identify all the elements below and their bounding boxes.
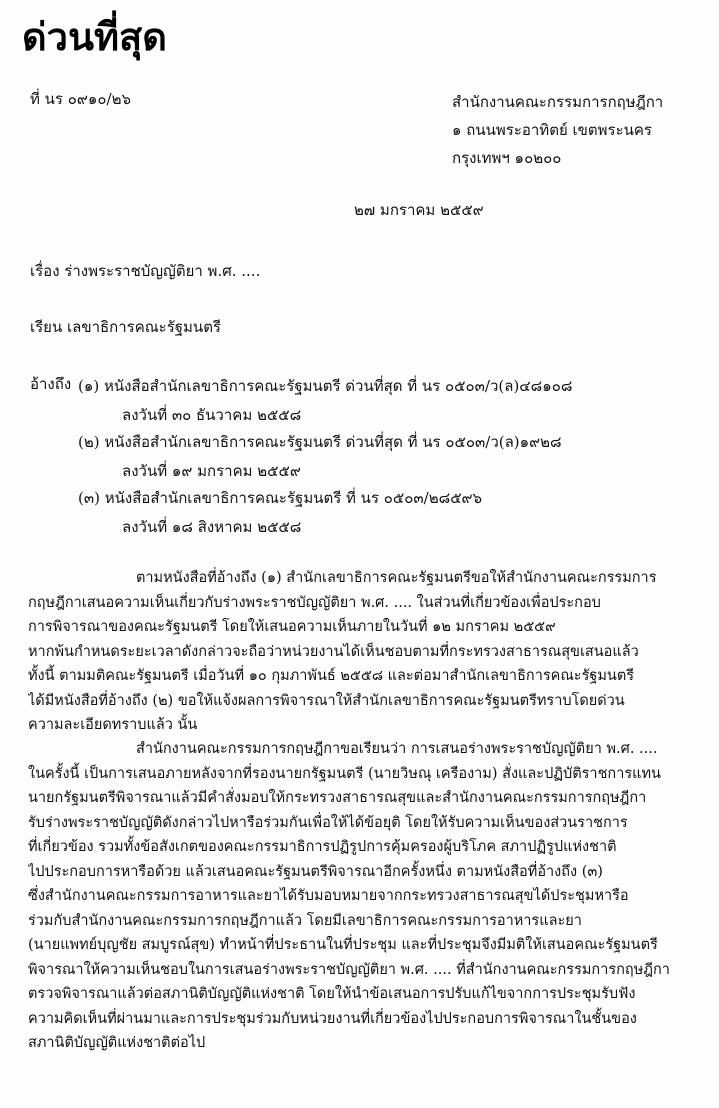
- reference-date: ลงวันที่ ๑๘ สิงหาคม ๒๕๕๘: [122, 518, 302, 536]
- urgency-heading: ด่วนที่สุด: [22, 15, 167, 59]
- document-number: ที่ นร ๐๙๑๐/๒๖: [30, 90, 132, 108]
- paragraph-line: การพิจารณาของคณะรัฐมนตรี โดยให้เสนอความเห็นภายในวันที่ ๑๒ มกราคม ๒๕๕๙: [28, 619, 556, 635]
- paragraph-line: ตรวจพิจารณาแล้วต่อสภานิติบัญญัติแห่งชาติ โดยให้นำข้อเสนอการปรับแก้ไขจากการประชุมรับฟัง: [28, 986, 636, 1002]
- reference-date: ลงวันที่ ๑๙ มกราคม ๒๕๕๙: [122, 462, 301, 480]
- paragraph-line: นายกรัฐมนตรีพิจารณาแล้วมีคำสั่งมอบให้กระทรวงสาธารณสุขและสำนักงานคณะกรรมการกฤษฎีกา: [28, 790, 647, 806]
- reference-item: [78, 484, 482, 542]
- sender-address: [452, 88, 712, 172]
- paragraph-line: พิจารณาให้ความเห็นชอบในการเสนอร่างพระราชบัญญัติยา พ.ศ. .... ที่สำนักงานคณะกรรมการกฤษฎีกา: [28, 961, 670, 978]
- paragraph-line: หากพ้นกำหนดระยะเวลาดังกล่าวจะถือว่าหน่วยงานได้เห็นชอบตามที่กระทรวงสาธารณสุขเสนอแล้ว: [28, 643, 639, 660]
- body-paragraph-1: [28, 566, 708, 738]
- reference-item: [78, 428, 562, 486]
- paragraph-line: ได้มีหนังสือที่อ้างถึง (๒) ขอให้แจ้งผลการพิจารณาให้สำนักเลขาธิการคณะรัฐมนตรีทราบโดยด่วน: [28, 692, 625, 709]
- paragraph-line: ตามหนังสือที่อ้างถึง (๑) สำนักเลขาธิการคณะรัฐมนตรีขอให้สำนักงานคณะกรรมการ: [136, 570, 657, 586]
- paragraph-line: สภานิติบัญญัติแห่งชาติต่อไป: [28, 1035, 206, 1051]
- paragraph-line: ร่วมกับสำนักงานคณะกรรมการกฤษฎีกาแล้ว โดยมีเลขาธิการคณะกรรมการอาหารและยา: [28, 912, 582, 929]
- reference-line: (๒) หนังสือสำนักเลขาธิการคณะรัฐมนตรี ด่วนที่สุด ที่ นร ๐๕๐๓/ว(ล)๑๙๒๘: [78, 433, 562, 451]
- paragraph-line: ทั้งนี้ ตามมติคณะรัฐมนตรี เมื่อวันที่ ๑๐ กุมภาพันธ์ ๒๕๕๘ และต่อมาสำนักเลขาธิการคณะรัฐมนตรี: [28, 668, 635, 684]
- address-line: สำนักงานคณะกรรมการกฤษฎีกา: [452, 93, 664, 111]
- references-label: อ้างถึง: [30, 375, 72, 393]
- address-line: ๑ ถนนพระอาทิตย์ เขตพระนคร: [452, 121, 652, 139]
- paragraph-line: ความคิดเห็นที่ผ่านมาและการประชุมร่วมกับหน่วยงานที่เกี่ยวข้องไปประกอบการพิจารณาในชั้นของ: [28, 1010, 637, 1027]
- paragraph-line: ในครั้งนี้ เป็นการเสนอภายหลังจากที่รองนายกรัฐมนตรี (นายวิษณุ เครืองาม) สั่งและปฏิบัติราชการแทน: [28, 765, 661, 782]
- reference-item: [78, 372, 572, 430]
- paragraph-line: รับร่างพระราชบัญญัติดังกล่าวไปหารือร่วมกันเพื่อให้ได้ข้อยุติ โดยให้รับความเห็นของส่วนราชการ: [28, 814, 628, 831]
- paragraph-line: สำนักงานคณะกรรมการกฤษฎีกาขอเรียนว่า การเสนอร่างพระราชบัญญัติยา พ.ศ. ....: [136, 741, 658, 757]
- paragraph-line: ซึ่งสำนักงานคณะกรรมการอาหารและยาได้รับมอบหมายจากกระทรวงสาธารณสุขได้ประชุมหารือ: [28, 888, 629, 904]
- reference-line: (๑) หนังสือสำนักเลขาธิการคณะรัฐมนตรี ด่วนที่สุด ที่ นร ๐๕๐๓/ว(ล)๔๘๑๐๘: [78, 377, 573, 395]
- paragraph-line: ที่เกี่ยวข้อง รวมทั้งข้อสังเกตของคณะกรรมาธิการปฏิรูปการคุ้มครองผู้บริโภค สภาปฏิรูปแห่งชาติ: [28, 839, 617, 855]
- paragraph-line: (นายแพทย์บุญชัย สมบูรณ์สุข) ทำหน้าที่ประธานในที่ประชุม และที่ประชุมจึงมีมติให้เสนอคณะรัฐมนตรี: [28, 937, 658, 953]
- paragraph-line: กฤษฎีกาเสนอความเห็นเกี่ยวกับร่างพระราชบัญญัติยา พ.ศ. .... ในส่วนที่เกี่ยวข้องเพื่อประกอบ: [28, 594, 601, 611]
- addressee-line: เรียน เลขาธิการคณะรัฐมนตรี: [30, 318, 221, 336]
- address-line: กรุงเทพฯ ๑๐๒๐๐: [452, 149, 562, 167]
- paragraph-line: ความละเอียดทราบแล้ว นั้น: [28, 717, 198, 733]
- letter-date: ๒๗ มกราคม ๒๕๕๙: [354, 201, 484, 219]
- reference-line: (๓) หนังสือสำนักเลขาธิการคณะรัฐมนตรี ที่ นร ๐๕๐๓/๒๘๕๙๖: [78, 489, 483, 507]
- reference-date: ลงวันที่ ๓๐ ธันวาคม ๒๕๕๘: [122, 406, 302, 424]
- subject-line: เรื่อง ร่างพระราชบัญญัติยา พ.ศ. ....: [30, 262, 261, 280]
- paragraph-line: ไปประกอบการหารือด้วย แล้วเสนอคณะรัฐมนตรีพิจารณาอีกครั้งหนึ่ง ตามหนังสือที่อ้างถึง (๓): [28, 863, 603, 880]
- body-paragraph-2: [28, 737, 708, 1056]
